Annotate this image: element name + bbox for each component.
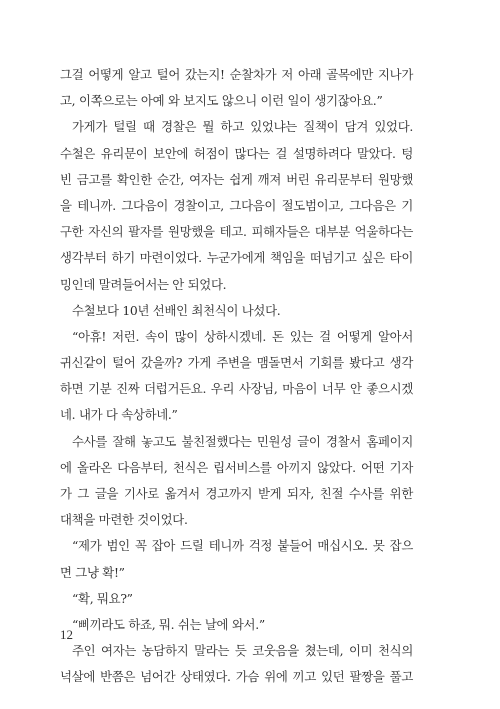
text-line: 밍인데 말려들어서는 안 되었다.: [60, 276, 227, 292]
text-line: 을 테니까. 그다음이 경찰이고, 그다음이 절도범이고, 그다음은 기: [60, 197, 413, 213]
text-line: 고, 이쪽으로는 아예 와 보지도 않으니 이런 일이 생기잖아요.”: [60, 93, 383, 109]
text-line: 구한 자신의 팔자를 원망했을 테고. 피해자들은 대부분 억울하다는: [60, 224, 413, 240]
text-line: 그걸 어떻게 알고 털어 갔는지! 순찰차가 저 아래 골목에만 지나가: [60, 67, 413, 82]
text-line: “확, 뭐요?”: [72, 590, 133, 606]
text-line: 수철보다 10년 선배인 최천식이 나섰다.: [72, 302, 281, 318]
text-line: 대책을 마련한 것이었다.: [60, 512, 188, 528]
text-line: “아휴! 저런. 속이 많이 상하시겠네. 돈 있는 걸 어떻게 알아서: [72, 328, 413, 344]
text-line: 주인 여자는 농담하지 말라는 듯 코웃음을 쳤는데, 이미 천식의: [72, 643, 413, 659]
text-line: 수사를 잘해 놓고도 불친절했다는 민원성 글이 경찰서 홈페이지: [72, 433, 413, 449]
text-line: 수철은 유리문이 보안에 허점이 많다는 걸 설명하려다 말았다. 텅: [60, 145, 413, 161]
text-line: 네. 내가 다 속상하네.”: [60, 407, 178, 423]
text-line: 넉살에 반쯤은 넘어간 상태였다. 가슴 위에 끼고 있던 팔짱을 풀고: [60, 669, 413, 685]
text-line: 가 그 글을 기사로 옮겨서 경고까지 받게 되자, 친절 수사를 위한: [60, 486, 413, 501]
text-line: 빈 금고를 확인한 순간, 여자는 쉽게 깨져 버린 유리문부터 원망했: [60, 171, 413, 187]
text-line: 하면 기분 진짜 더럽거든요. 우리 사장님, 마음이 너무 안 좋으시겠: [60, 381, 413, 397]
text-line: 면 그냥 확!”: [60, 564, 125, 580]
text-line: “제가 범인 꼭 잡아 드릴 테니까 걱정 붙들어 매십시오. 못 잡으: [72, 538, 413, 554]
text-line: 가게가 털릴 때 경찰은 뭘 하고 있었냐는 질책이 담겨 있었다.: [72, 119, 413, 135]
body-text: [60, 62, 413, 691]
text-line: 생각부터 하기 마련이었다. 누군가에게 책임을 떠넘기고 싶은 타이: [60, 250, 413, 266]
page-number: 12: [60, 627, 73, 642]
text-line: 귀신같이 털어 갔을까? 가게 주변을 맴돌면서 기회를 봤다고 생각: [60, 355, 413, 371]
text-line: “삐끼라도 하죠, 뭐. 쉬는 날에 와서.”: [72, 616, 265, 632]
text-line: 에 올라온 다음부터, 천식은 립서비스를 아끼지 않았다. 어떤 기자: [60, 459, 413, 475]
